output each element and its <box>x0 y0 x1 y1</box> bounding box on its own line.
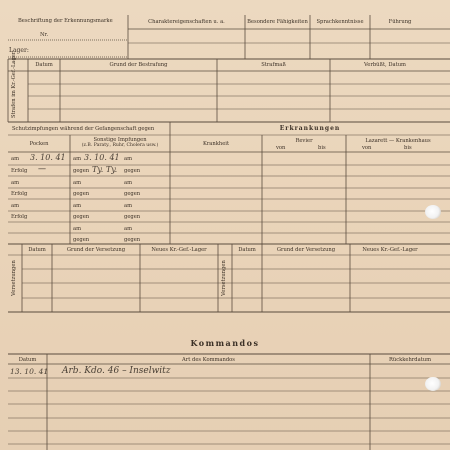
sonst-am-3b: am <box>124 203 133 209</box>
hw-kdo-art: Arb. Kdo. 46 – Inselwitz <box>62 366 171 376</box>
sonst-gegen-1: gegen <box>73 168 90 174</box>
header-fuehrung: Führung <box>388 19 412 25</box>
punch-hole-lower <box>425 377 441 391</box>
kdo-art: Art des Kommandos <box>182 357 235 363</box>
vers-neues-2: Neues Kr.-Gef.-Lager <box>362 247 418 253</box>
vers-grund-1: Grund der Versetzung <box>66 247 126 253</box>
strafen-datum: Datum <box>35 62 53 68</box>
impfung-sonstige: Sonstige Impfungen <box>93 137 147 143</box>
pocken-am-3: am <box>11 203 20 209</box>
header-sprachen: Sprachkenntnisse <box>316 19 364 25</box>
label-beschriftung: Beschriftung der Erkennungsmarke <box>18 18 113 24</box>
hw-erfolg-dash: — <box>38 164 46 173</box>
header-charakter: Charaktereigenschaften u. a. <box>148 19 225 25</box>
erk-krankheit: Krankheit <box>202 141 230 147</box>
sonst-am-2b: am <box>124 180 133 186</box>
side-label-versetzungen-1: Versetzungen <box>11 260 17 296</box>
side-label-strafen: Strafen im Kr.-Gef.-Lager <box>11 51 17 118</box>
hw-pocken-date: 3. 10. 41 <box>30 153 66 162</box>
punch-hole-upper <box>425 205 441 219</box>
sonst-am-4: am <box>73 226 82 232</box>
impfung-header: Schutzimpfungen während der Gefangenschaft gegen <box>12 126 155 132</box>
erk-laz-bis: bis <box>404 145 412 151</box>
sonst-gegen-3: gegen <box>73 214 90 220</box>
erkrankungen-title: Erkrankungen <box>279 125 341 132</box>
strafen-strafmass: Strafmaß <box>261 62 286 68</box>
impfung-pocken: Pocken <box>29 141 49 147</box>
label-lager: Lager: <box>9 47 29 54</box>
hw-kdo-date: 13. 10. 41 <box>10 367 49 376</box>
sonst-gegen-3b: gegen <box>124 214 141 220</box>
erk-revier-von: von <box>276 145 286 151</box>
sonst-am-2: am <box>73 180 82 186</box>
label-nr: Nr. <box>40 32 49 38</box>
hw-sonst-date: 3. 10. 41 <box>84 153 120 162</box>
erk-revier-bis: bis <box>318 145 326 151</box>
pocken-erfolg-3: Erfolg <box>11 214 28 220</box>
sonst-gegen-2b: gegen <box>124 191 141 197</box>
vers-datum-2: Datum <box>238 247 256 253</box>
impfung-sonstige-sub: (z.B. Paraty., Ruhr, Cholera usw.) <box>81 143 159 148</box>
pocken-am-1: am <box>11 156 20 162</box>
erk-revier: Revier <box>295 138 313 144</box>
kommandos-title: Kommandos <box>190 338 260 348</box>
sonst-am-1b: am <box>124 156 133 162</box>
sonst-gegen-2: gegen <box>73 191 90 197</box>
sonst-gegen-4b: gegen <box>124 237 141 243</box>
sonst-am-4b: am <box>124 226 133 232</box>
kdo-datum: Datum <box>18 357 37 363</box>
sonst-am-1: am <box>73 156 82 162</box>
erk-lazarett: Lazarett — Krankenhaus <box>365 138 431 144</box>
sonst-gegen-4: gegen <box>73 237 90 243</box>
erk-laz-von: von <box>362 145 372 151</box>
kdo-rueck: Rückkehrdatum <box>388 357 432 363</box>
sonst-am-3: am <box>73 203 82 209</box>
pocken-erfolg-1: Erfolg <box>11 168 28 174</box>
hw-gegen: Ty. Ty. <box>92 165 118 174</box>
pocken-erfolg-2: Erfolg <box>11 191 28 197</box>
header-faehigkeiten: Besondere Fähigkeiten <box>247 19 308 25</box>
strafen-grund: Grund der Bestrafung <box>109 62 168 68</box>
vers-datum-1: Datum <box>28 247 46 253</box>
pocken-am-2: am <box>11 180 20 186</box>
sonst-gegen-1b: gegen <box>124 168 141 174</box>
side-label-versetzungen-2: Versetzungen <box>221 260 227 296</box>
strafen-verbuesst: Verbüßt, Datum <box>364 62 406 68</box>
vers-grund-2: Grund der Versetzung <box>276 247 336 253</box>
vers-neues-1: Neues Kr.-Gef.-Lager <box>151 247 207 253</box>
